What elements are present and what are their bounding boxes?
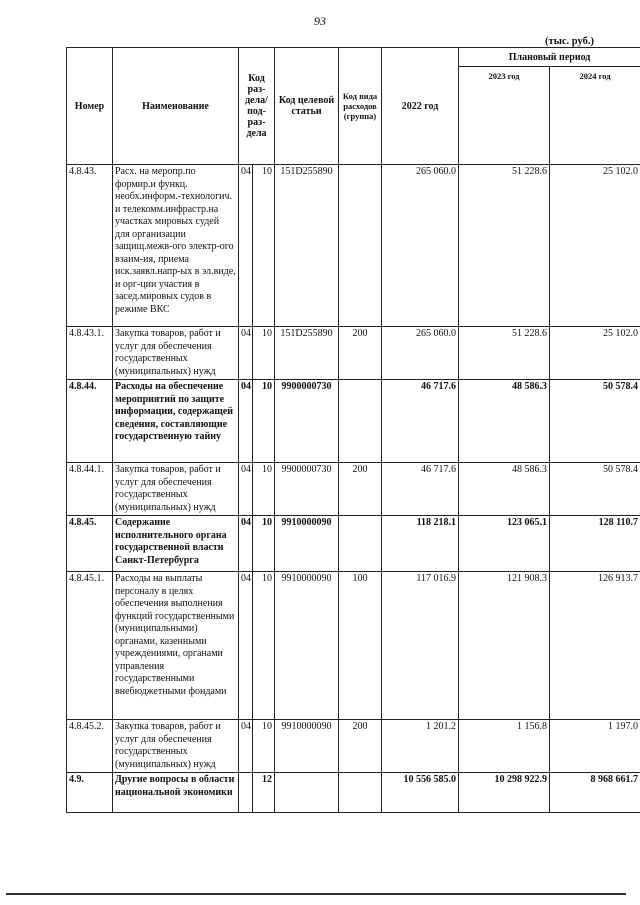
cell-podrazdel: 10 bbox=[253, 165, 275, 327]
cell-razdel: 04 bbox=[239, 463, 253, 516]
col-2022: 2022 год bbox=[382, 48, 459, 165]
cell-celevaya: 9910000090 bbox=[275, 572, 339, 720]
budget-table bbox=[66, 47, 640, 813]
cell-2022: 10 556 585.0 bbox=[382, 773, 459, 813]
cell-2024: 50 578.4 bbox=[550, 463, 640, 516]
cell-2023: 51 228.6 bbox=[459, 327, 550, 380]
col-celevaya: Код целевой статьи bbox=[275, 48, 339, 165]
cell-razdel: 04 bbox=[239, 327, 253, 380]
cell-nomer: 4.8.45.1. bbox=[67, 572, 113, 720]
cell-2024: 126 913.7 bbox=[550, 572, 640, 720]
cell-podrazdel: 10 bbox=[253, 516, 275, 572]
col-2024: 2024 год bbox=[550, 67, 640, 165]
cell-podrazdel: 10 bbox=[253, 380, 275, 463]
cell-razdel: 04 bbox=[239, 165, 253, 327]
cell-2023: 121 908.3 bbox=[459, 572, 550, 720]
cell-podrazdel: 10 bbox=[253, 463, 275, 516]
cell-2023: 48 586.3 bbox=[459, 463, 550, 516]
cell-nomer: 4.8.44.1. bbox=[67, 463, 113, 516]
cell-celevaya: 9900000730 bbox=[275, 380, 339, 463]
cell-2023: 123 065.1 bbox=[459, 516, 550, 572]
cell-name: Другие вопросы в области национальной экономики bbox=[113, 773, 239, 813]
cell-name: Закупка товаров, работ и услуг для обеспечения государственных (муниципальных) нужд bbox=[113, 327, 239, 380]
cell-2023: 1 156.8 bbox=[459, 720, 550, 773]
cell-podrazdel: 10 bbox=[253, 327, 275, 380]
col-nomer: Номер bbox=[67, 48, 113, 165]
col-2023: 2023 год bbox=[459, 67, 550, 165]
table-row bbox=[67, 165, 640, 327]
table-row bbox=[67, 773, 640, 813]
cell-celevaya: 9910000090 bbox=[275, 516, 339, 572]
cell-2022: 46 717.6 bbox=[382, 380, 459, 463]
cell-2024: 128 110.7 bbox=[550, 516, 640, 572]
cell-celevaya: 151D255890 bbox=[275, 327, 339, 380]
cell-celevaya: 9900000730 bbox=[275, 463, 339, 516]
cell-2022: 265 060.0 bbox=[382, 327, 459, 380]
col-name: Наименование bbox=[113, 48, 239, 165]
units-label: (тыс. руб.) bbox=[545, 36, 594, 47]
page-number: 93 bbox=[314, 14, 326, 28]
cell-2022: 118 218.1 bbox=[382, 516, 459, 572]
cell-2024: 8 968 661.7 bbox=[550, 773, 640, 813]
cell-name: Расходы на выплаты персоналу в целях обеспечения выполнения функций государственными (муниципальными) органами, казенными учреждениями, органами управления государственными внебюджетными фондами bbox=[113, 572, 239, 720]
table-row bbox=[67, 380, 640, 463]
table-row bbox=[67, 516, 640, 572]
cell-nomer: 4.8.45.2. bbox=[67, 720, 113, 773]
cell-2024: 25 102.0 bbox=[550, 165, 640, 327]
cell-razdel: 04 bbox=[239, 380, 253, 463]
cell-2022: 265 060.0 bbox=[382, 165, 459, 327]
table-row bbox=[67, 327, 640, 380]
cell-2024: 1 197.0 bbox=[550, 720, 640, 773]
cell-2022: 1 201.2 bbox=[382, 720, 459, 773]
col-planovy: Плановый период bbox=[459, 48, 640, 67]
cell-vid: 100 bbox=[339, 572, 382, 720]
cell-razdel: 04 bbox=[239, 516, 253, 572]
cell-vid: 200 bbox=[339, 463, 382, 516]
cell-razdel bbox=[239, 773, 253, 813]
footer-rule bbox=[6, 893, 626, 895]
col-vid: Код вида расходов (группа) bbox=[339, 48, 382, 165]
cell-podrazdel: 12 bbox=[253, 773, 275, 813]
cell-name: Содержание исполнительного органа государственной власти Санкт-Петербурга bbox=[113, 516, 239, 572]
cell-name: Расх. на меропр.по формир.и функц. необх.информ.-технологич. и телекомм.инфрастр.на участках мировых судей для организации защищ.межв-ого электр-ого взаим-ия, приема иск.заявл.напр-ых в эл.виде, и орг-ции участия в засед.мировых судов в режиме ВКС bbox=[113, 165, 239, 327]
cell-name: Закупка товаров, работ и услуг для обеспечения государственных (муниципальных) нужд bbox=[113, 720, 239, 773]
cell-nomer: 4.8.43. bbox=[67, 165, 113, 327]
cell-celevaya: 9910000090 bbox=[275, 720, 339, 773]
cell-2022: 46 717.6 bbox=[382, 463, 459, 516]
cell-2022: 117 016.9 bbox=[382, 572, 459, 720]
cell-razdel: 04 bbox=[239, 720, 253, 773]
cell-2023: 48 586.3 bbox=[459, 380, 550, 463]
table-row bbox=[67, 720, 640, 773]
cell-2023: 10 298 922.9 bbox=[459, 773, 550, 813]
table-row bbox=[67, 463, 640, 516]
cell-podrazdel: 10 bbox=[253, 572, 275, 720]
cell-nomer: 4.9. bbox=[67, 773, 113, 813]
cell-2024: 25 102.0 bbox=[550, 327, 640, 380]
cell-2024: 50 578.4 bbox=[550, 380, 640, 463]
table-row bbox=[67, 572, 640, 720]
cell-vid bbox=[339, 516, 382, 572]
cell-name: Расходы на обеспечение мероприятий по защите информации, содержащей сведения, составляющие государственную тайну bbox=[113, 380, 239, 463]
cell-2023: 51 228.6 bbox=[459, 165, 550, 327]
cell-celevaya bbox=[275, 773, 339, 813]
cell-vid bbox=[339, 380, 382, 463]
cell-vid bbox=[339, 773, 382, 813]
cell-vid bbox=[339, 165, 382, 327]
cell-celevaya: 151D255890 bbox=[275, 165, 339, 327]
col-razdel: Код раз-дела/ под-раз-дела bbox=[239, 48, 275, 165]
cell-nomer: 4.8.43.1. bbox=[67, 327, 113, 380]
cell-podrazdel: 10 bbox=[253, 720, 275, 773]
cell-name: Закупка товаров, работ и услуг для обеспечения государственных (муниципальных) нужд bbox=[113, 463, 239, 516]
cell-nomer: 4.8.44. bbox=[67, 380, 113, 463]
cell-vid: 200 bbox=[339, 720, 382, 773]
cell-nomer: 4.8.45. bbox=[67, 516, 113, 572]
cell-razdel: 04 bbox=[239, 572, 253, 720]
cell-vid: 200 bbox=[339, 327, 382, 380]
